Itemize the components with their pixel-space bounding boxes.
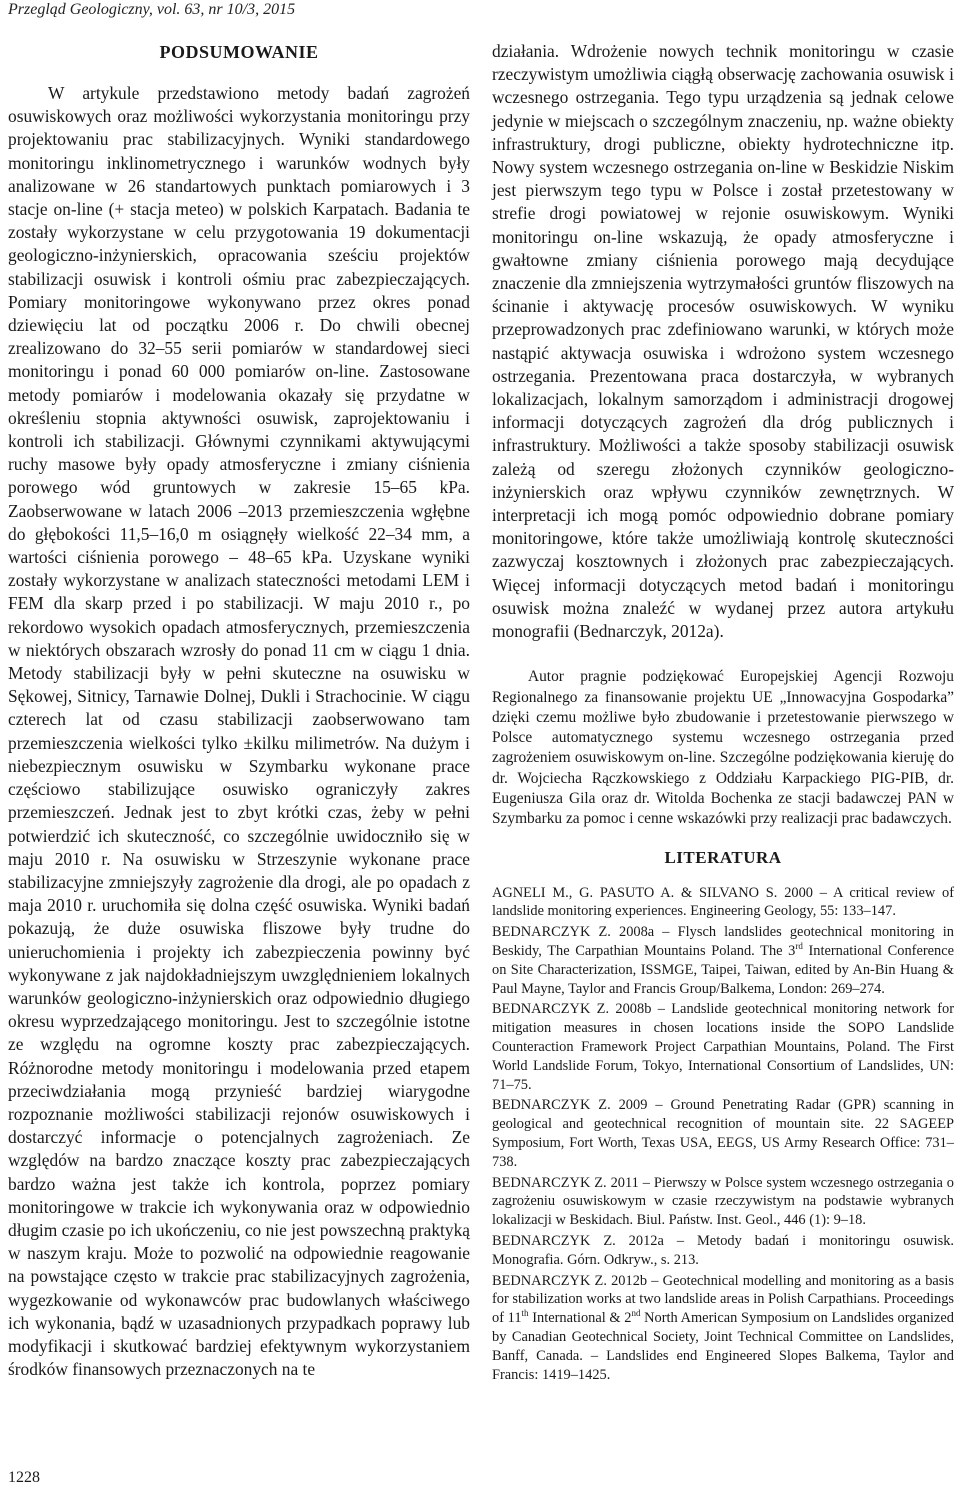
reference-item: BEDNARCZYK Z. 2008b – Landslide geotechnical monitoring network for mitigation measures in chosen locations inside the SOPO Landslide Counteraction Framework Project Carpathian Mountains, Poland. The First World Landslide Forum, Tokyo, International Consortium of Landslides, UN: 71–75.	[492, 1001, 954, 1093]
summary-continuation: działania. Wdrożenie nowych technik monitoringu w czasie rzeczywistym umożliwia ciągłą obserwację zachowania osuwisk i wczesnego ostrzegania. Tego typu urządzenia są jednak celowe jedynie w miejscach o szczególnym znaczeniu, np. ważne obiekty infrastruktury, drogi publiczne, obiekty hydrotechniczne itp. Nowy system wczesnego ostrzegania on-line w Beskidzie Niskim jest pierwszym tego typu w Polsce i został przetestowany w strefie drogi powiatowej w rejonie osuwiskowym. Wyniki monitoringu on-line wskazują, że opady atmosferyczne i gwałtowne zmiany ciśnienia porowego mają decydujące znaczenie dla zmniejszenia wytrzymałości gruntów fliszowych na ścinanie i aktywację procesów osuwiskowych. W wyniku przeprowadzonych prac zdefiniowano warunki, w których może nastąpić aktywacja osuwiska i wdrożono system wczesnego ostrzegania. Prezentowana praca dostarczyła, w wybranych lokalizacjach, lokalnym samorządom i administracji drogowej informacji dotyczących zagrożeń dla dróg publicznych i infrastruktury. Możliwości a także sposoby stabilizacji osuwisk zależą od szeregu złożonych czynników geologiczno-inżynierskich oraz wpływu czynników zewnętrznych. W interpretacji ich mogą pomóc odpowiednio dobrane pomiary monitoringowe, które także umożliwiają kontrolę skuteczności zazwyczaj kosztownych i złożonych prac zabezpieczających. Więcej informacji dotyczących metod badań i monitoringu osuwisk można znaleźć w wydanej przez autora artykułu monografii (Bednarczyk, 2012a).	[492, 41, 954, 642]
page-number: 1228	[8, 1469, 40, 1486]
acknowledgement: Autor pragnie podziękować Europejskiej Agencji Rozwoju Regionalnego za finansowanie projektu UE „Innowacyjna Gospodarka” dzięki czemu możliwe było zbudowanie i przetestowanie pierwszego w Polsce automatycznego systemu wczesnego ostrzegania przed zagrożeniem osuwiskowym on-line. Szczególne podziękowania kieruję do dr. Wojciecha Rączkowskiego z Oddziału Karpackiego PIG-PIB, dr. Eugeniusza Gila oraz dr. Witolda Bochenka ze stacji badawczej PAN w Szymbarku za pomoc i cenne wskazówki przy realizacji prac badawczych.	[492, 668, 954, 828]
reference-item: BEDNARCZYK Z. 2012b – Geotechnical modelling and monitoring as a basis for stabilization works at two landslide areas in Polish Carpathians. Proceedings of 11th International & 2nd North American Symposium on Landslides organized by Canadian Geotechnical Society, Joint Technical Committee on Landslides, Banff, Canada. – Landslides end Engineered Slopes Balkema, Taylor and Francis: 1419–1425.	[492, 1272, 954, 1383]
journal-header: Przegląd Geologiczny, vol. 63, nr 10/3, 2015	[8, 1, 296, 18]
reference-item: BEDNARCZYK Z. 2008a – Flysch landslides geotechnical monitoring in Beskidy, The Carpathian Mountains Poland. The 3rd International Conference on Site Characterization, ISSMGE, Taipei, Taiwan, edited by An-Bin Huang & Paul Mayne, Taylor and Francis Group/Balkema, London: 269–274.	[492, 924, 954, 997]
literature-title: LITERATURA	[664, 847, 782, 867]
summary-paragraph: W artykule przedstawiono metody badań zagrożeń osuwiskowych oraz możliwości wykorzystania monitoringu przy projektowaniu prac stabilizacyjnych. Wyniki standardowego monitoringu inklinometrycznego i warunków wodnych były analizowane w 26 standartowych punktach pomiarowych i 3 stacje on-line (+ stacja meteo) w polskich Karpatach. Badania te zostały wykorzystane w celu przygotowania 19 dokumentacji geologiczno-inżynierskich, opracowania sześciu projektów stabilizacji osuwisk i kontroli ośmiu prac zabezpieczających. Pomiary monitoringowe wykonywano przez okres ponad dziewięciu lat od początku 2006 r. Do chwili obecnej zrealizowano do 32–55 serii pomiarów w standardowej sieci monitoringu i ponad 60 000 pomiarów on-line. Zastosowane metody pomiarów i modelowania okazały się przydatne w określeniu stopnia aktywności osuwisk, zaprojektowaniu i kontroli ich stabilizacji. Głównymi czynnikami aktywującymi ruchy masowe były opady atmosferyczne i zmiany ciśnienia porowego wód gruntowych w zakresie 15–65 kPa. Zaobserwowane w latach 2006 –2013 przemieszczenia wgłębne do głębokości 11,5–16,0 m osiągnęły wielkość 22–34 mm, a wartości ciśnienia porowego – 48–65 kPa. Uzyskane wyniki zostały wykorzystane w analizach stateczności metodami LEM i FEM dla skarp przed i po stabilizacji. W maju 2010 r., po rekordowo wysokich opadach atmosferycznych, przemieszczenia w niektórych obszarach wzrosły do ponad 11 cm w ciągu 1 dnia. Metody stabilizacji były w pełni skuteczne na osuwisku w Sękowej, Sitnicy, Tarnawie Dolnej, Dukli i Strachocinie. W ciągu czterech lat od czasu stabilizacji zaobserwowano tam przemieszczenia wielkości tylko ±kilku milimetrów. Na dużym i niebezpiecznym osuwisku w Szymbarku wykonane prace częściowo stabilizujące osuwisko ograniczyły zakres przemieszczeń. Jednak jest to zbyt krótki czas, żeby w pełni potwierdzić ich skuteczność, co szczególnie uwidoczniło się w maju 2010 r. Na osuwisku w Strzeszynie wykonane prace stabilizacyjne zmniejszyły zagrożenie dla drogi, ale po opadach z maja 2010 r. uruchomiła się dolna część osuwiska. Wyniki badań pokazują, że duże osuwiska fliszowe były trudne do unieruchomienia i projekty ich zabezpieczenia powinny być wykonywane z jak najdokładniejszym uwzględnieniem lokalnych warunków geologiczno-inżynierskich oraz odpowiednio długiego okresu wyprzedzającego monitoringu. Jest to szczególnie istotne ze względu na ogromne koszty prac zabezpieczających. Różnorodne metody monitoringu i modelowania przed etapem przeciwdziałania mogą przynieść bardziej wiarygodne rozpoznanie możliwości stabilizacji rejonów osuwiskowych i dostarczyć informacje o potencjalnych zagrożeniach. Ze względów na bardzo znaczące koszty prac zabezpieczających bardzo ważna jest także ich kontrola, poprzez pomiary monitoringowe w trakcie ich wykonywania oraz w odpowiednio długim czasie po ich ukończeniu, co nie jest powszechną praktyką w naszym kraju. Może to pozwolić na odpowiednie reagowanie na powstające często w trakcie prac stabilizacyjnych zagrożenia, wygezkowanie od wykonawców prac budowlanych właściwego ich wykonania, bądź w uzasadnionych przypadkach poprawy lub modyfikacji i skutkować bardziej efektywnym wykorzystaniem środków finansowych przeznaczonych na te	[8, 83, 470, 1380]
right-column	[492, 40, 954, 1386]
summary-title: PODSUMOWANIE	[159, 42, 319, 62]
reference-item: BEDNARCZYK Z. 2012a – Metody badań i monitoringu osuwisk. Monografia. Górn. Odkryw., s. 213.	[492, 1233, 954, 1268]
reference-list	[492, 884, 954, 1385]
reference-item: BEDNARCZYK Z. 2009 – Ground Penetrating Radar (GPR) scanning in geological and geotechnical recognition of mountain site. 22 SAGEEP Symposium, Fort Worth, Texas USA, EEGS, US Army Research Office: 731–738.	[492, 1097, 954, 1170]
reference-item: AGNELI M., G. PASUTO A. & SILVANO S. 2000 – A critical review of landslide monitoring experiences. Engineering Geology, 55: 133–147.	[492, 884, 954, 920]
reference-item: BEDNARCZYK Z. 2011 – Pierwszy w Polsce system wczesnego ostrzegania o zagrożeniu osuwiskowym w czasie rzeczywistym na podstawie wybranych lokalizacji w Beskidach. Biul. Państw. Inst. Geol., 446 (1): 9–18.	[492, 1174, 954, 1229]
left-column	[8, 40, 470, 1381]
